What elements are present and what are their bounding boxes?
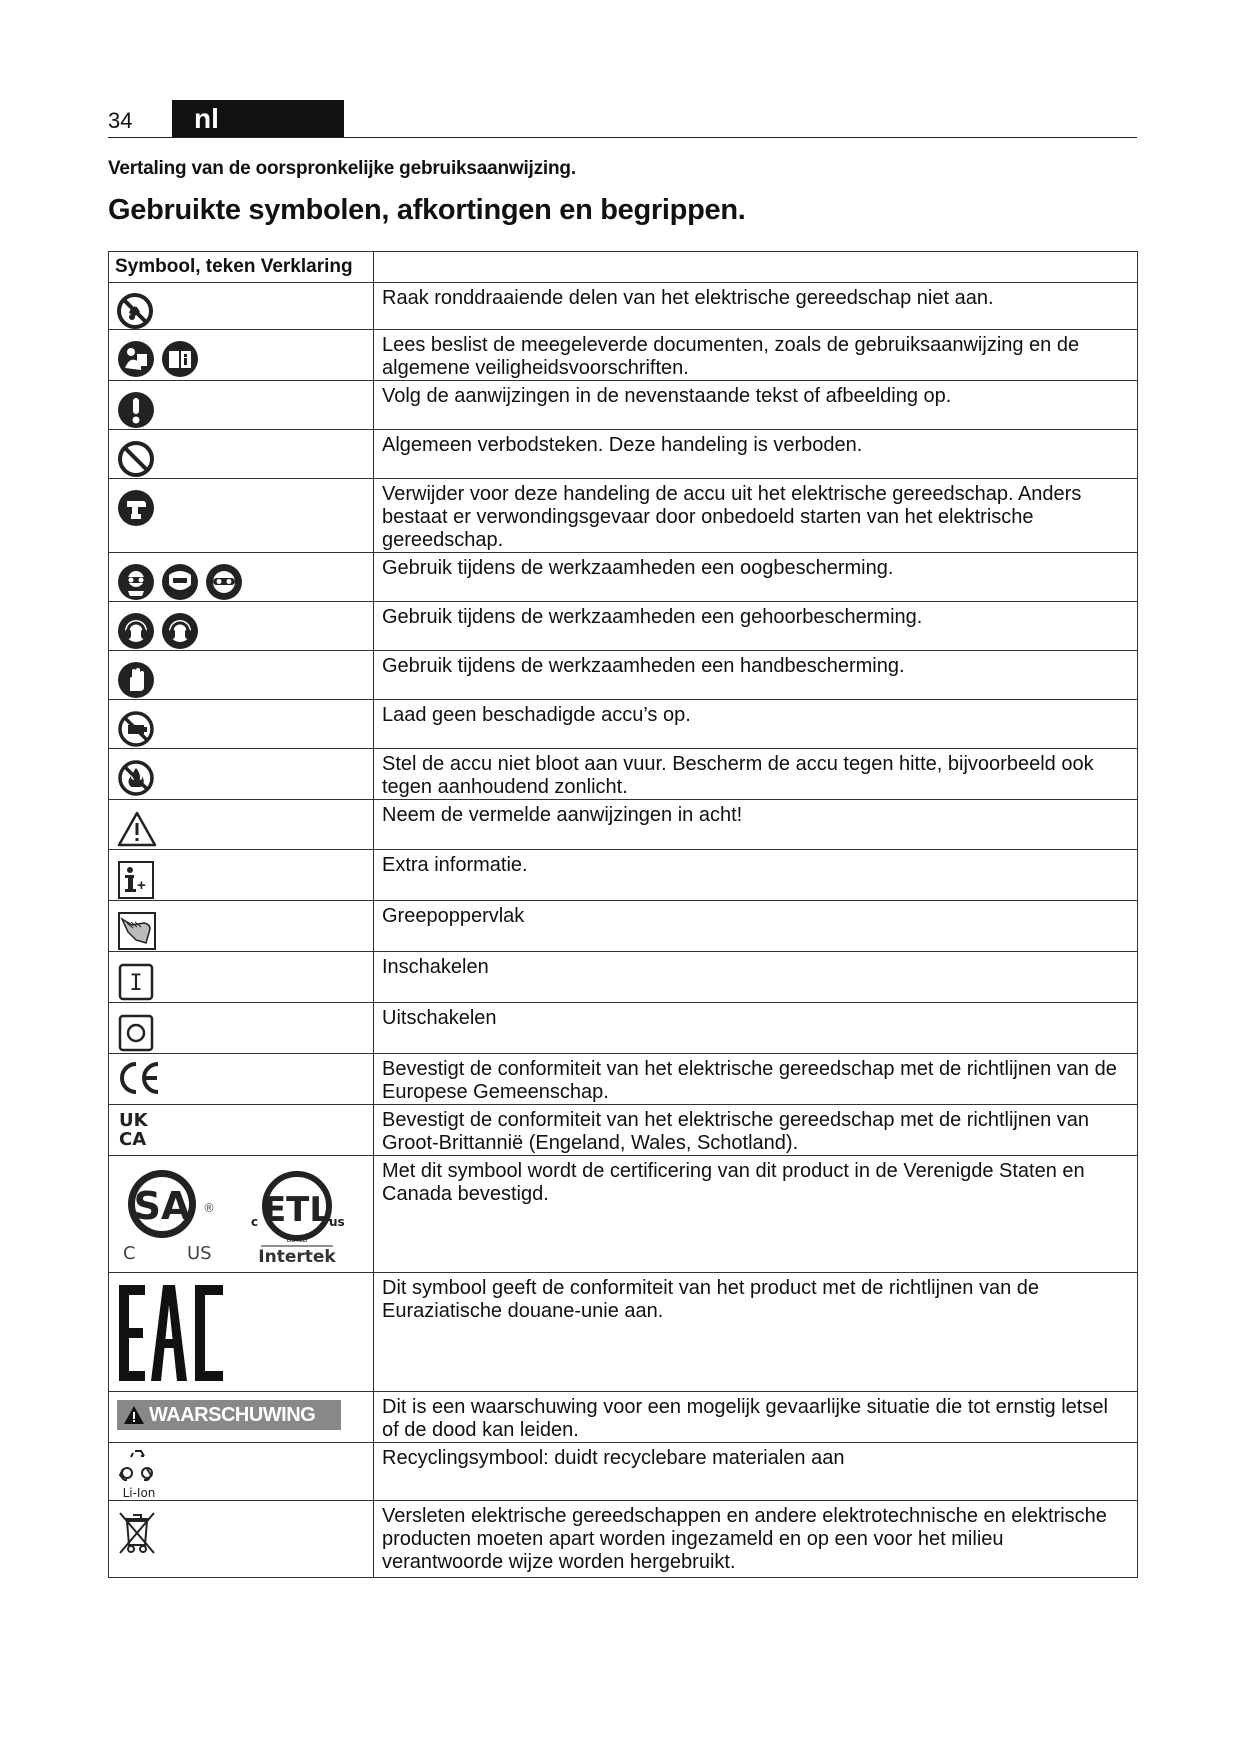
row-text: Greepoppervlak	[374, 901, 1138, 952]
table-row	[109, 1443, 1138, 1501]
ce-mark-icon	[117, 1060, 161, 1096]
ear-protection-icon	[117, 612, 155, 650]
hand-protection-icon	[117, 661, 155, 699]
symbols-table	[108, 251, 1138, 1578]
ukca-mark-icon	[117, 1109, 153, 1147]
info-plus-sign: +	[137, 877, 146, 894]
header-text-cell	[374, 252, 1138, 283]
table-header-row	[109, 252, 1138, 283]
etl-intertek-mark-icon	[247, 1162, 347, 1266]
table-row	[109, 1273, 1138, 1392]
etl-letters: ETL	[262, 1190, 332, 1230]
eac-mark-icon	[117, 1285, 227, 1381]
row-text: Algemeen verbodsteken. Deze handeling is verboden.	[374, 430, 1138, 479]
table-row	[109, 430, 1138, 479]
row-text: Met dit symbool wordt de certificering van dit product in de Verenigde Staten en Canada bevestigd.	[374, 1156, 1138, 1273]
row-text: Laad geen beschadigde accu’s op.	[374, 700, 1138, 749]
row-text: Stel de accu niet bloot aan vuur. Bescherm de accu tegen hitte, bijvoorbeeld ook tegen aanhoudend zonlicht.	[374, 749, 1138, 800]
prohibition-icon	[117, 440, 155, 478]
row-text: Extra informatie.	[374, 850, 1138, 901]
language-badge: nl	[172, 100, 344, 137]
row-text: Neem de vermelde aanwijzingen in acht!	[374, 800, 1138, 850]
intertek-label: Intertek	[258, 1247, 336, 1266]
row-text: Verwijder voor deze handeling de accu uit het elektrische gereedschap. Anders bestaat er verwondingsgevaar door onbedoeld starten van het elektrische gereedschap.	[374, 479, 1138, 553]
row-text: Raak ronddraaiende delen van het elektrische gereedschap niet aan.	[374, 283, 1138, 330]
etl-us: us	[329, 1215, 345, 1229]
recycling-li-ion-icon	[117, 1447, 161, 1499]
csa-c: C	[123, 1243, 136, 1264]
warning-triangle-icon	[117, 810, 157, 848]
csa-mark-icon	[117, 1164, 217, 1264]
page-title: Gebruikte symbolen, afkortingen en begrippen.	[108, 194, 746, 226]
table-row	[109, 850, 1138, 901]
no-fire-battery-icon	[117, 759, 155, 797]
ukca-bottom: CA	[119, 1129, 147, 1147]
table-row	[109, 901, 1138, 952]
table-row	[109, 952, 1138, 1003]
row-text: Volg de aanwijzingen in de nevenstaande tekst of afbeelding op.	[374, 381, 1138, 430]
remove-battery-icon	[117, 489, 155, 527]
switch-on-icon	[117, 962, 155, 1002]
warning-label-icon	[117, 1400, 341, 1430]
read-manual-book-icon	[161, 340, 199, 378]
table-row	[109, 479, 1138, 553]
no-charge-damaged-battery-icon	[117, 710, 155, 748]
read-manual-person-icon	[117, 340, 155, 378]
row-text: Dit symbool geeft de conformiteit van het product met de richtlijnen van de Euraziatische douane-unie aan.	[374, 1273, 1138, 1392]
switch-on-glyph: I	[129, 971, 143, 996]
table-row	[109, 1105, 1138, 1156]
table-row	[109, 749, 1138, 800]
row-text: Recyclingsymbool: duidt recyclebare materialen aan	[374, 1443, 1138, 1501]
table-row	[109, 330, 1138, 381]
page-number: 34	[108, 108, 133, 133]
row-text: Dit is een waarschuwing voor een mogelijk gevaarlijke situatie die tot ernstig letsel of de dood kan leiden.	[374, 1392, 1138, 1443]
weee-bin-icon	[117, 1509, 157, 1555]
info-plus-icon	[117, 860, 155, 900]
table-row	[109, 1156, 1138, 1273]
goggles-icon	[205, 563, 243, 601]
table-row	[109, 602, 1138, 651]
table-row	[109, 1054, 1138, 1105]
row-text: Bevestigt de conformiteit van het elektrische gereedschap met de richtlijnen van Groot-Brittannië (Engeland, Wales, Schotland).	[374, 1105, 1138, 1156]
csa-us: US	[187, 1243, 212, 1264]
table-row	[109, 1501, 1138, 1578]
warning-triangle-icon	[123, 1405, 145, 1425]
grip-surface-icon	[117, 911, 157, 951]
row-text: Versleten elektrische gereedschappen en andere elektrotechnische en elektrische producten moeten apart worden ingezameld en op een voor het milieu verantwoorde wijze worden hergebruikt.	[374, 1501, 1138, 1578]
row-text: Inschakelen	[374, 952, 1138, 1003]
etl-listed: LISTED	[286, 1237, 308, 1244]
table-row	[109, 800, 1138, 850]
switch-off-icon	[117, 1013, 155, 1053]
table-row	[109, 651, 1138, 700]
row-text: Gebruik tijdens de werkzaamheden een gehoorbescherming.	[374, 602, 1138, 651]
svg-text:®: ®	[203, 1201, 215, 1215]
table-row	[109, 381, 1138, 430]
page-subtitle: Vertaling van de oorspronkelijke gebruiksaanwijzing.	[108, 158, 576, 179]
header-symbol-cell: Symbool, teken Verklaring	[109, 252, 374, 283]
table-row	[109, 553, 1138, 602]
table-row	[109, 1003, 1138, 1054]
row-text: Bevestigt de conformiteit van het elektrische gereedschap met de richtlijnen van de Europese Gemeenschap.	[374, 1054, 1138, 1105]
row-text: Uitschakelen	[374, 1003, 1138, 1054]
table-row	[109, 700, 1138, 749]
etl-c: c	[251, 1215, 259, 1229]
row-text: Gebruik tijdens de werkzaamheden een oogbescherming.	[374, 553, 1138, 602]
ear-protection-icon	[161, 612, 199, 650]
face-shield-icon	[161, 563, 199, 601]
row-text: Gebruik tijdens de werkzaamheden een handbescherming.	[374, 651, 1138, 700]
table-row	[109, 283, 1138, 330]
warning-label-text: WAARSCHUWING	[149, 1403, 316, 1426]
ukca-top: UK	[119, 1110, 148, 1131]
page-header	[108, 100, 1137, 138]
table-row	[109, 1392, 1138, 1443]
no-touch-rotating-icon	[117, 293, 153, 329]
csa-letters: SA	[133, 1184, 191, 1228]
li-ion-label: Li-Ion	[122, 1486, 156, 1499]
eye-protection-icon	[117, 563, 155, 601]
row-text: Lees beslist de meegeleverde documenten, zoals de gebruiksaanwijzing en de algemene veiligheidsvoorschriften.	[374, 330, 1138, 381]
mandatory-action-icon	[117, 391, 155, 429]
